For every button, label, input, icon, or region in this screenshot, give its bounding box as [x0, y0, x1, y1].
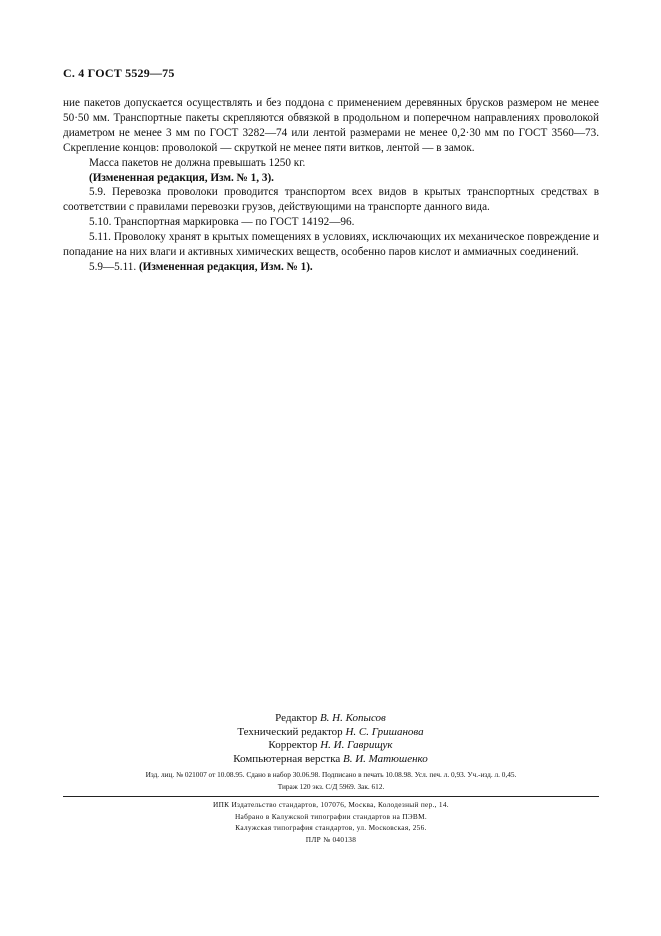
editorial-credits [0, 712, 661, 766]
publisher-line: ПЛР № 040138 [305, 835, 357, 845]
credit-label: Технический редактор [237, 725, 343, 738]
publisher-line: Калужская типография стандартов, ул. Московская, 256. [235, 823, 427, 833]
print-imprint [63, 769, 599, 792]
amendment-note-text: (Измененная редакция, Изм. № 1, 3). [89, 171, 274, 184]
imprint-line: Тираж 120 экз. С/Д 5969. Зак. 612. [277, 781, 385, 791]
amendment-range: 5.9—5.11. [89, 260, 139, 273]
credit-name: В. И. Матюшенко [343, 752, 428, 765]
divider [63, 796, 599, 797]
credit-layout [0, 753, 661, 767]
paragraph-packaging-continued: ние пакетов допускается осуществлять и без поддона с применением деревянных брусков размером не менее 50·50 мм. Транспортные пакеты скрепляются обвязкой в продольном и поперечном направлениях проволокой диаметром не менее 3 мм по ГОСТ 3282—74 или лентой размерами не менее 0,2·30 мм по ГОСТ 3560—73. Скрепление концов: проволокой — скруткой не менее пяти витков, лентой — в замок. [63, 97, 599, 154]
running-header: С. 4 ГОСТ 5529—75 [63, 66, 175, 80]
credit-name: Н. И. Гаврищук [320, 739, 393, 752]
paragraph-5-11: 5.11. Проволоку хранят в крытых помещениях в условиях, исключающих их механическое повреждение и попадание на них влаги и активных химических веществ, особенно паров кислот и аммиачных соединений. [63, 231, 599, 259]
credit-editor [0, 712, 661, 726]
credit-label: Редактор [275, 712, 318, 724]
imprint-line: Изд. лиц. № 021007 от 10.08.95. Сдано в набор 30.06.98. Подписано в печать 10.08.98. Усл. печ. л. 0,93. Уч.-изд. л. 0,45. [145, 770, 517, 779]
amendment-note [63, 171, 599, 186]
publisher-imprint [63, 799, 599, 846]
paragraph-package-mass: Масса пакетов не должна превышать 1250 кг. [89, 156, 306, 169]
credit-proofreader [0, 739, 661, 753]
amendment-note-5-9-5-11 [63, 260, 599, 275]
credit-name: Н. С. Гришанова [345, 725, 424, 738]
amendment-range-text: (Измененная редакция, Изм. № 1). [138, 260, 313, 273]
credit-label: Компьютерная верстка [233, 752, 341, 765]
body-text [63, 96, 599, 275]
publisher-line: ИПК Издательство стандартов, 107076, Москва, Колодезный пер., 14. [213, 800, 449, 809]
paragraph-5-9: 5.9. Перевозка проволоки проводится транспортом всех видов в крытых транспортных средствах в соответствии с правилами перевозки грузов, действующими на транспорте данного вида. [63, 186, 599, 214]
paragraph-5-10: 5.10. Транспортная маркировка — по ГОСТ 14192—96. [89, 216, 355, 229]
publisher-line: Набрано в Калужской типографии стандартов на ПЭВМ. [234, 811, 428, 821]
credit-label: Корректор [268, 739, 318, 752]
credit-tech-editor [0, 726, 661, 740]
credit-name: В. Н. Копысов [319, 712, 386, 724]
